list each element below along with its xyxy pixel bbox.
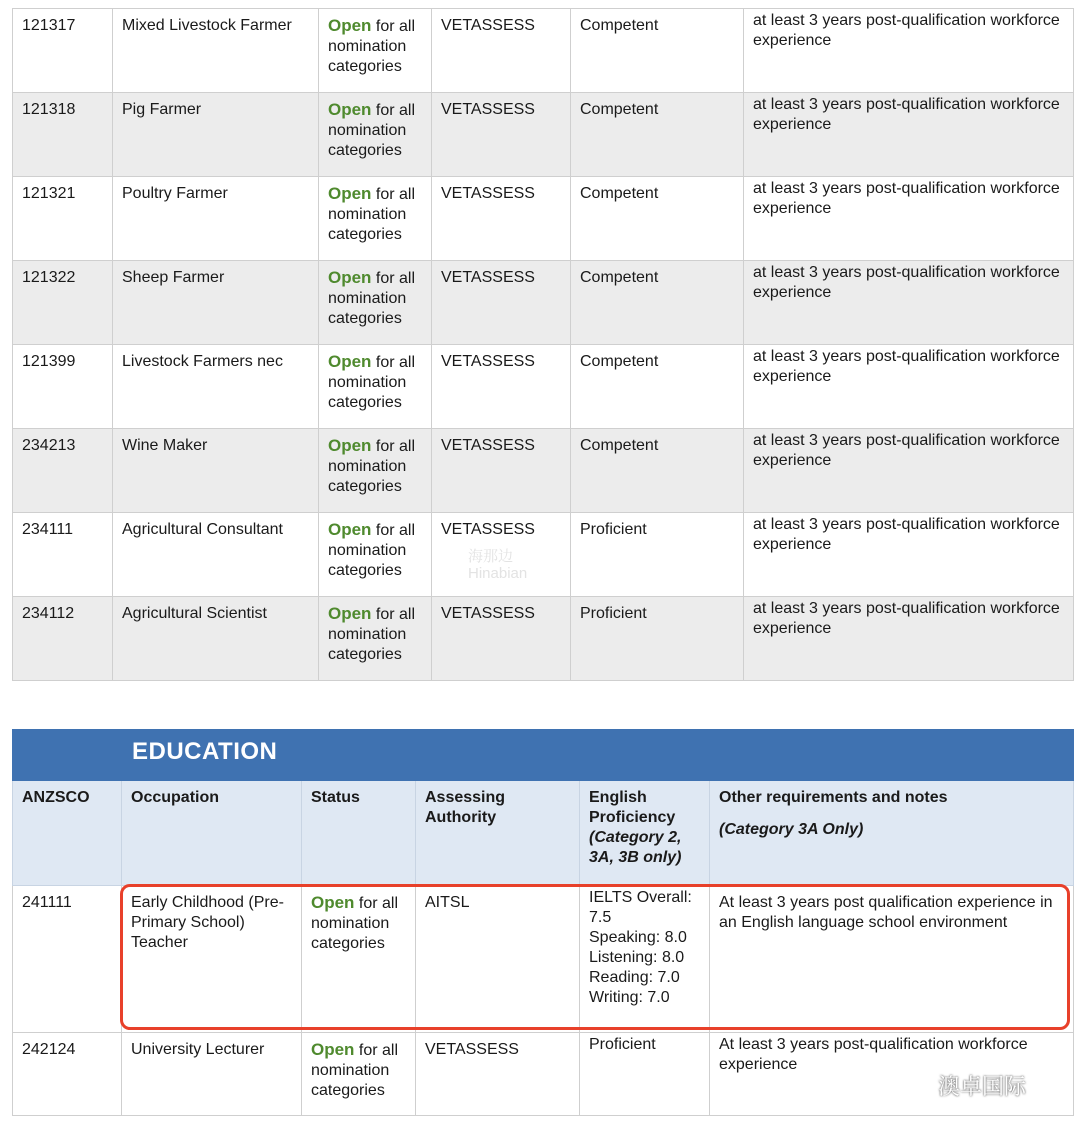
english-requirement: Competent bbox=[571, 9, 744, 93]
anzsco-code: 241111 bbox=[13, 886, 122, 1033]
header-authority: Assessing Authority bbox=[416, 781, 580, 886]
brand-name: 澳卓国际 bbox=[938, 1074, 1027, 1099]
status-open: Open bbox=[328, 100, 372, 119]
other-requirement: at least 3 years post-qualification workforce experience bbox=[744, 261, 1074, 345]
assessing-authority: AITSL bbox=[416, 886, 580, 1033]
hinabian-watermark: 海那边 Hinabian bbox=[468, 548, 528, 582]
table-row bbox=[13, 261, 1074, 345]
other-requirement: at least 3 years post-qualification workforce experience bbox=[744, 429, 1074, 513]
english-requirement: Proficient bbox=[571, 513, 744, 597]
status-cell bbox=[319, 597, 432, 681]
status-cell bbox=[302, 1033, 416, 1116]
ielts-overall: IELTS Overall: 7.5 bbox=[589, 889, 692, 926]
anzsco-code: 242124 bbox=[13, 1033, 122, 1116]
status-cell bbox=[319, 429, 432, 513]
other-requirement: at least 3 years post-qualification workforce experience bbox=[744, 513, 1074, 597]
occupation-name: Poultry Farmer bbox=[113, 177, 319, 261]
status-open: Open bbox=[328, 436, 372, 455]
header-occupation: Occupation bbox=[122, 781, 302, 886]
other-requirement: At least 3 years post qualification experience in an English language school environment bbox=[710, 886, 1074, 1033]
table-row bbox=[13, 345, 1074, 429]
occupation-name: Early Childhood (Pre-Primary School) Teacher bbox=[122, 886, 302, 1033]
education-banner bbox=[13, 730, 1074, 781]
status-rest: for all nomination categories bbox=[311, 1042, 399, 1099]
status-cell bbox=[319, 513, 432, 597]
english-requirement: Competent bbox=[571, 429, 744, 513]
header-anzsco: ANZSCO bbox=[13, 781, 122, 886]
status-open: Open bbox=[328, 16, 372, 35]
status-rest: for all nomination categories bbox=[311, 895, 399, 952]
assessing-authority: VETASSESS bbox=[432, 513, 571, 597]
status-open: Open bbox=[328, 520, 372, 539]
assessing-authority: VETASSESS bbox=[432, 93, 571, 177]
other-requirement: at least 3 years post-qualification workforce experience bbox=[744, 597, 1074, 681]
table-row bbox=[13, 597, 1074, 681]
header-status: Status bbox=[302, 781, 416, 886]
header-english: English Proficiency (Category 2, 3A, 3B only) bbox=[580, 781, 710, 886]
occupation-name: University Lecturer bbox=[122, 1033, 302, 1116]
table-row bbox=[13, 93, 1074, 177]
education-occupation-table bbox=[12, 729, 1074, 1116]
status-cell bbox=[319, 93, 432, 177]
anzsco-code: 121321 bbox=[13, 177, 113, 261]
ielts-reading: Reading: 7.0 bbox=[589, 969, 680, 986]
table-row bbox=[13, 9, 1074, 93]
status-rest: for all nomination categories bbox=[328, 102, 416, 159]
english-requirement: Proficient bbox=[571, 597, 744, 681]
header-other: Other requirements and notes (Category 3A Only) bbox=[710, 781, 1074, 886]
assessing-authority: VETASSESS bbox=[432, 345, 571, 429]
status-rest: for all nomination categories bbox=[328, 270, 416, 327]
anzsco-code: 234112 bbox=[13, 597, 113, 681]
assessing-authority: VETASSESS bbox=[432, 597, 571, 681]
status-open: Open bbox=[328, 604, 372, 623]
occupation-name: Livestock Farmers nec bbox=[113, 345, 319, 429]
status-rest: for all nomination categories bbox=[328, 18, 416, 75]
other-requirement: at least 3 years post-qualification workforce experience bbox=[744, 177, 1074, 261]
assessing-authority: VETASSESS bbox=[432, 261, 571, 345]
status-cell bbox=[319, 177, 432, 261]
status-rest: for all nomination categories bbox=[328, 522, 416, 579]
header-english-sub: (Category 2, 3A, 3B only) bbox=[589, 829, 682, 866]
assessing-authority: VETASSESS bbox=[432, 429, 571, 513]
english-requirement bbox=[580, 886, 710, 1033]
occupation-name: Sheep Farmer bbox=[113, 261, 319, 345]
assessing-authority: VETASSESS bbox=[416, 1033, 580, 1116]
occupation-name: Wine Maker bbox=[113, 429, 319, 513]
english-requirement: Competent bbox=[571, 177, 744, 261]
education-header-row bbox=[13, 781, 1074, 886]
anzsco-code: 234213 bbox=[13, 429, 113, 513]
table-row bbox=[13, 429, 1074, 513]
status-cell bbox=[319, 261, 432, 345]
header-other-sub: (Category 3A Only) bbox=[719, 821, 864, 838]
status-open: Open bbox=[328, 352, 372, 371]
ielts-speaking: Speaking: 8.0 bbox=[589, 929, 687, 946]
anzsco-code: 234111 bbox=[13, 513, 113, 597]
other-requirement: at least 3 years post-qualification workforce experience bbox=[744, 93, 1074, 177]
status-open: Open bbox=[311, 893, 355, 912]
status-cell bbox=[319, 345, 432, 429]
english-requirement: Competent bbox=[571, 345, 744, 429]
status-cell bbox=[302, 886, 416, 1033]
other-requirement: At least 3 years post-qualification workforce experience bbox=[710, 1033, 1074, 1116]
english-requirement: Proficient bbox=[580, 1033, 710, 1116]
status-rest: for all nomination categories bbox=[328, 606, 416, 663]
status-open: Open bbox=[328, 268, 372, 287]
other-requirement: at least 3 years post-qualification workforce experience bbox=[744, 9, 1074, 93]
occupation-name: Agricultural Scientist bbox=[113, 597, 319, 681]
status-rest: for all nomination categories bbox=[328, 354, 416, 411]
banner-spacer bbox=[13, 730, 122, 781]
status-rest: for all nomination categories bbox=[328, 438, 416, 495]
assessing-authority: VETASSESS bbox=[432, 9, 571, 93]
brand-watermark bbox=[892, 1070, 1026, 1101]
ielts-writing: Writing: 7.0 bbox=[589, 989, 670, 1006]
table-row bbox=[13, 177, 1074, 261]
anzsco-code: 121322 bbox=[13, 261, 113, 345]
other-requirement: at least 3 years post-qualification workforce experience bbox=[744, 345, 1074, 429]
anzsco-code: 121399 bbox=[13, 345, 113, 429]
ielts-listening: Listening: 8.0 bbox=[589, 949, 685, 966]
occupation-name: Agricultural Consultant bbox=[113, 513, 319, 597]
occupation-name: Mixed Livestock Farmer bbox=[113, 9, 319, 93]
status-open: Open bbox=[328, 184, 372, 203]
anzsco-code: 121318 bbox=[13, 93, 113, 177]
status-rest: for all nomination categories bbox=[328, 186, 416, 243]
english-requirement: Competent bbox=[571, 93, 744, 177]
education-title: EDUCATION bbox=[122, 730, 1074, 781]
english-requirement: Competent bbox=[571, 261, 744, 345]
status-open: Open bbox=[311, 1040, 355, 1059]
table-row bbox=[13, 513, 1074, 597]
table-row bbox=[13, 886, 1074, 1033]
agriculture-occupation-table bbox=[12, 8, 1074, 681]
anzsco-code: 121317 bbox=[13, 9, 113, 93]
occupation-name: Pig Farmer bbox=[113, 93, 319, 177]
status-cell bbox=[319, 9, 432, 93]
assessing-authority: VETASSESS bbox=[432, 177, 571, 261]
wechat-icon bbox=[892, 1071, 930, 1101]
